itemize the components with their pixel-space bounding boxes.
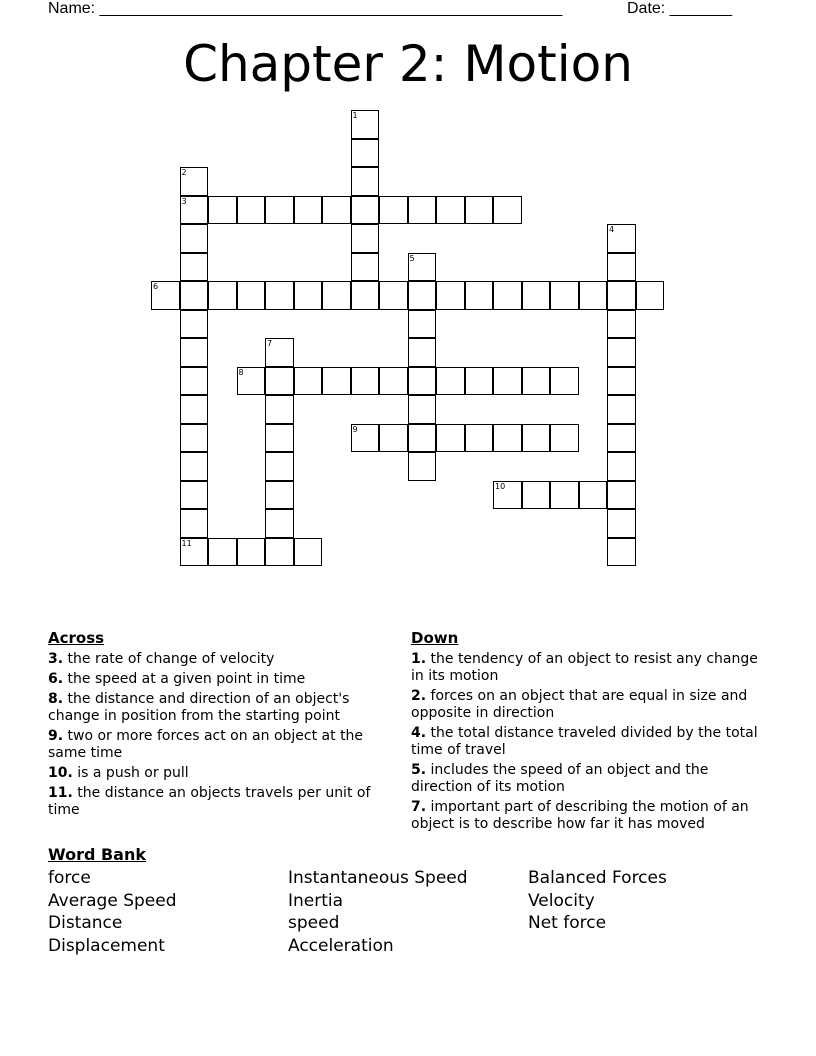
grid-cell[interactable] bbox=[493, 424, 522, 453]
grid-cell[interactable] bbox=[436, 196, 465, 225]
clue-number: 8. bbox=[48, 691, 64, 707]
grid-cell[interactable] bbox=[607, 310, 636, 339]
clue-number: 4. bbox=[411, 725, 427, 741]
grid-cell[interactable] bbox=[607, 253, 636, 282]
grid-cell[interactable] bbox=[351, 253, 380, 282]
clue-text: the tendency of an object to resist any change in its motion bbox=[411, 651, 758, 684]
down-heading: Down bbox=[411, 629, 459, 647]
grid-cell[interactable] bbox=[294, 281, 323, 310]
grid-cell[interactable] bbox=[180, 281, 209, 310]
clue-text: includes the speed of an object and the direction of its motion bbox=[411, 762, 709, 795]
grid-cell[interactable] bbox=[294, 538, 323, 567]
grid-cell[interactable] bbox=[408, 196, 437, 225]
word-bank-item: Velocity bbox=[528, 890, 595, 911]
clue-number-label: 10 bbox=[495, 481, 506, 491]
grid-cell[interactable] bbox=[465, 424, 494, 453]
across-clue bbox=[48, 691, 398, 725]
grid-cell[interactable] bbox=[436, 424, 465, 453]
grid-cell[interactable] bbox=[237, 538, 266, 567]
grid-cell[interactable] bbox=[265, 424, 294, 453]
grid-cell[interactable] bbox=[408, 281, 437, 310]
grid-cell[interactable] bbox=[265, 395, 294, 424]
grid-cell[interactable] bbox=[408, 367, 437, 396]
down-clue bbox=[411, 725, 761, 759]
grid-cell[interactable] bbox=[522, 281, 551, 310]
clue-text: the speed at a given point in time bbox=[67, 671, 306, 687]
grid-cell[interactable] bbox=[180, 424, 209, 453]
grid-cell[interactable] bbox=[522, 367, 551, 396]
across-clue bbox=[48, 785, 398, 819]
grid-cell[interactable] bbox=[408, 395, 437, 424]
clue-number: 2. bbox=[411, 688, 427, 704]
grid-cell[interactable] bbox=[607, 281, 636, 310]
grid-cell[interactable] bbox=[522, 481, 551, 510]
grid-cell[interactable] bbox=[607, 452, 636, 481]
grid-cell[interactable] bbox=[351, 281, 380, 310]
clue-text: forces on an object that are equal in size and opposite in direction bbox=[411, 688, 748, 721]
word-bank-item: Acceleration bbox=[288, 935, 394, 956]
grid-cell[interactable] bbox=[493, 281, 522, 310]
clue-number-label: 1 bbox=[352, 111, 358, 120]
clue-number-label: 11 bbox=[181, 538, 192, 548]
grid-cell[interactable] bbox=[180, 338, 209, 367]
grid-cell[interactable] bbox=[265, 509, 294, 538]
grid-cell[interactable] bbox=[607, 338, 636, 367]
clue-number: 1. bbox=[411, 651, 427, 667]
word-bank bbox=[48, 846, 768, 957]
grid-cell[interactable] bbox=[180, 253, 209, 282]
grid-cell[interactable] bbox=[208, 281, 237, 310]
grid-cell[interactable] bbox=[265, 196, 294, 225]
clue-text: the rate of change of velocity bbox=[67, 651, 275, 667]
grid-cell[interactable] bbox=[351, 224, 380, 253]
grid-cell[interactable] bbox=[322, 367, 351, 396]
grid-cell[interactable] bbox=[465, 281, 494, 310]
clue-number: 10. bbox=[48, 765, 73, 781]
clue-number-label: 6 bbox=[153, 282, 159, 291]
grid-cell[interactable] bbox=[351, 167, 380, 196]
word-bank-item: Net force bbox=[528, 913, 607, 934]
grid-cell[interactable] bbox=[294, 196, 323, 225]
grid-cell[interactable] bbox=[493, 367, 522, 396]
grid-cell[interactable] bbox=[408, 452, 437, 481]
clue-number-label: 7 bbox=[267, 339, 273, 348]
word-bank-item: force bbox=[48, 868, 91, 888]
word-bank-item: Average Speed bbox=[48, 890, 177, 911]
down-clue bbox=[411, 799, 761, 833]
grid-cell[interactable] bbox=[379, 367, 408, 396]
grid-cell[interactable] bbox=[351, 367, 380, 396]
across-clue bbox=[48, 671, 398, 688]
grid-cell[interactable] bbox=[265, 538, 294, 567]
clue-text: the total distance traveled divided by the total time of travel bbox=[411, 725, 758, 758]
grid-cell[interactable] bbox=[265, 481, 294, 510]
grid-cell[interactable] bbox=[379, 424, 408, 453]
grid-cell[interactable] bbox=[522, 424, 551, 453]
grid-cell[interactable] bbox=[351, 139, 380, 168]
grid-cell[interactable] bbox=[607, 538, 636, 567]
grid-cell[interactable] bbox=[465, 367, 494, 396]
grid-cell[interactable] bbox=[180, 224, 209, 253]
across-heading: Across bbox=[48, 629, 105, 647]
grid-cell[interactable] bbox=[607, 481, 636, 510]
grid-cell[interactable] bbox=[436, 281, 465, 310]
grid-cell[interactable] bbox=[436, 367, 465, 396]
grid-cell[interactable] bbox=[408, 424, 437, 453]
clue-number-label: 4 bbox=[609, 225, 615, 234]
clue-text: the distance an objects travels per unit of time bbox=[48, 785, 371, 818]
word-bank-heading: Word Bank bbox=[48, 845, 147, 864]
grid-cell[interactable] bbox=[208, 196, 237, 225]
grid-cell[interactable] bbox=[550, 481, 579, 510]
across-clue bbox=[48, 765, 398, 782]
grid-cell[interactable] bbox=[579, 481, 608, 510]
word-bank-item: speed bbox=[288, 913, 340, 934]
across-clues bbox=[48, 630, 398, 822]
clue-number: 7. bbox=[411, 799, 427, 815]
grid-cell[interactable] bbox=[550, 424, 579, 453]
clue-text: important part of describing the motion of an object is to describe how far it has moved bbox=[411, 799, 749, 832]
down-clues bbox=[411, 630, 761, 836]
across-clue bbox=[48, 651, 398, 668]
grid-cell[interactable] bbox=[180, 395, 209, 424]
word-bank-item: Balanced Forces bbox=[528, 868, 667, 888]
grid-cell[interactable] bbox=[607, 424, 636, 453]
down-clue bbox=[411, 688, 761, 722]
grid-cell[interactable] bbox=[579, 281, 608, 310]
grid-cell[interactable] bbox=[322, 281, 351, 310]
clue-number-label: 5 bbox=[409, 253, 415, 263]
clue-text: the distance and direction of an object's change in position from the starting point bbox=[48, 691, 350, 724]
clue-number-label: 9 bbox=[352, 424, 358, 434]
grid-cell[interactable] bbox=[237, 281, 266, 310]
clue-number-label: 3 bbox=[181, 196, 187, 206]
grid-cell[interactable] bbox=[465, 196, 494, 225]
grid-cell[interactable] bbox=[265, 452, 294, 481]
grid-cell[interactable] bbox=[237, 196, 266, 225]
clue-number: 11. bbox=[48, 785, 73, 801]
grid-cell[interactable] bbox=[636, 281, 665, 310]
grid-cell[interactable] bbox=[351, 196, 380, 225]
grid-cell[interactable] bbox=[550, 367, 579, 396]
clue-number-label: 2 bbox=[181, 168, 187, 177]
name-field-label: Name: ____________________________________________________ bbox=[48, 0, 563, 17]
down-clue bbox=[411, 762, 761, 796]
clue-number: 5. bbox=[411, 762, 427, 778]
grid-cell[interactable] bbox=[607, 395, 636, 424]
word-bank-item: Instantaneous Speed bbox=[288, 868, 468, 888]
grid-cell[interactable] bbox=[408, 338, 437, 367]
page-title: Chapter 2: Motion bbox=[183, 35, 633, 93]
grid-cell[interactable] bbox=[180, 310, 209, 339]
clue-number: 3. bbox=[48, 651, 64, 667]
grid-cell[interactable] bbox=[607, 367, 636, 396]
clue-text: is a push or pull bbox=[77, 765, 189, 781]
clue-number: 6. bbox=[48, 671, 64, 687]
grid-cell[interactable] bbox=[180, 367, 209, 396]
grid-cell[interactable] bbox=[265, 367, 294, 396]
grid-cell[interactable] bbox=[550, 281, 579, 310]
grid-cell[interactable] bbox=[265, 281, 294, 310]
grid-cell[interactable] bbox=[180, 452, 209, 481]
grid-cell[interactable] bbox=[322, 196, 351, 225]
word-bank-item: Displacement bbox=[48, 935, 165, 956]
word-bank-list bbox=[48, 867, 768, 957]
grid-cell[interactable] bbox=[180, 509, 209, 538]
grid-cell[interactable] bbox=[408, 310, 437, 339]
grid-cell[interactable] bbox=[180, 481, 209, 510]
grid-cell[interactable] bbox=[607, 509, 636, 538]
grid-cell[interactable] bbox=[379, 196, 408, 225]
down-clue bbox=[411, 651, 761, 685]
across-clue bbox=[48, 728, 398, 762]
date-field-label: Date: _______ bbox=[627, 0, 732, 17]
clue-text: two or more forces act on an object at the same time bbox=[48, 728, 364, 761]
grid-cell[interactable] bbox=[208, 538, 237, 567]
grid-cell[interactable] bbox=[379, 281, 408, 310]
grid-cell[interactable] bbox=[493, 196, 522, 225]
clue-number-label: 8 bbox=[238, 367, 244, 377]
word-bank-item: Distance bbox=[48, 913, 123, 934]
clue-number: 9. bbox=[48, 728, 64, 744]
word-bank-item: Inertia bbox=[288, 890, 344, 911]
grid-cell[interactable] bbox=[294, 367, 323, 396]
